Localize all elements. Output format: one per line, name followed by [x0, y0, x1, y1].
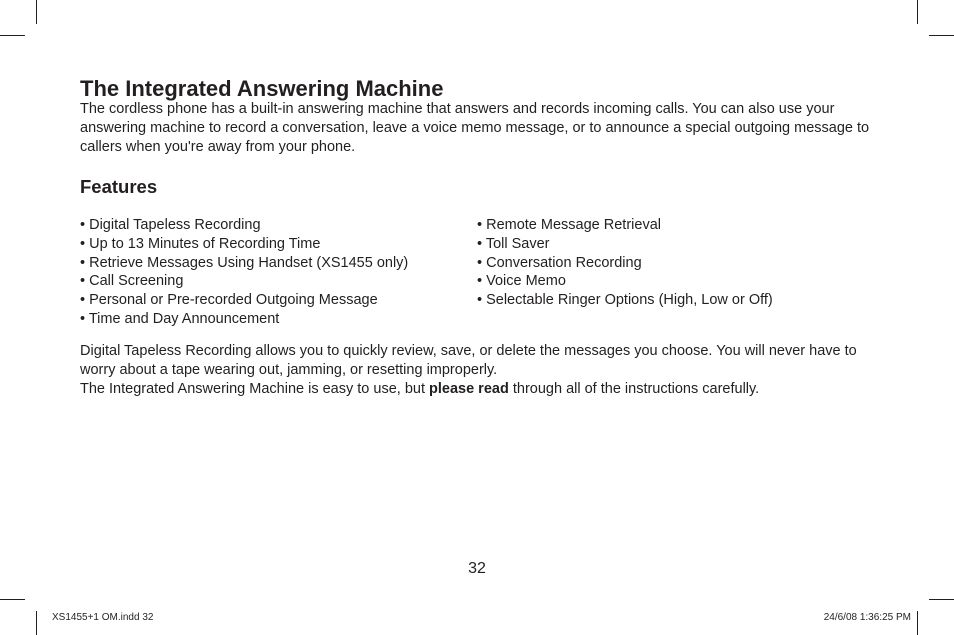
- list-item: • Up to 13 Minutes of Recording Time: [80, 235, 321, 252]
- crop-mark-top-right-horizontal: [929, 35, 954, 36]
- crop-mark-top-left-horizontal: [0, 35, 25, 36]
- list-item: • Retrieve Messages Using Handset (XS1455 only): [80, 254, 409, 271]
- list-item: • Selectable Ringer Options (High, Low or Off): [477, 292, 773, 309]
- list-item: • Remote Message Retrieval: [477, 217, 661, 233]
- body-paragraph: [80, 380, 880, 399]
- list-item: • Toll Saver: [477, 235, 550, 252]
- body-text: [80, 342, 880, 400]
- crop-mark-bottom-left-vertical: [36, 611, 37, 635]
- body-text-run: The Integrated Answering Machine is easy to use, but: [80, 381, 430, 398]
- features-list-left: [80, 216, 408, 329]
- list-item: • Conversation Recording: [477, 254, 642, 271]
- list-item: • Call Screening: [80, 273, 184, 290]
- emphasis-text: please read: [429, 381, 509, 398]
- body-text-run: through all of the instructions carefully.: [508, 381, 760, 398]
- file-slug: XS1455+1 OM.indd 32: [52, 612, 154, 623]
- list-item: • Voice Memo: [477, 273, 566, 290]
- crop-mark-top-left-vertical: [36, 0, 37, 24]
- list-item: • Time and Day Announcement: [80, 310, 280, 327]
- crop-mark-bottom-right-horizontal: [929, 599, 954, 600]
- page-title: The Integrated Answering Machine: [80, 76, 444, 101]
- intro-paragraph: The cordless phone has a built-in answering machine that answers and records incoming calls. You can also use your answering machine to record a conversation, leave a voice memo message, or to announce a special outgoing message to callers when you're away from your phone.: [80, 101, 870, 156]
- crop-mark-top-right-vertical: [917, 0, 918, 24]
- date-slug: 24/6/08 1:36:25 PM: [823, 612, 911, 623]
- list-item: • Digital Tapeless Recording: [80, 217, 261, 233]
- features-list-right: [477, 216, 773, 310]
- crop-mark-bottom-left-horizontal: [0, 599, 25, 600]
- list-item: • Personal or Pre-recorded Outgoing Message: [80, 292, 378, 309]
- features-heading: Features: [80, 176, 158, 197]
- crop-mark-bottom-right-vertical: [917, 611, 918, 635]
- body-paragraph: Digital Tapeless Recording allows you to quickly review, save, or delete the messages you choose. You will never have to worry about a tape wearing out, jamming, or resetting improperly.: [80, 343, 857, 379]
- page-number: 32: [468, 560, 486, 577]
